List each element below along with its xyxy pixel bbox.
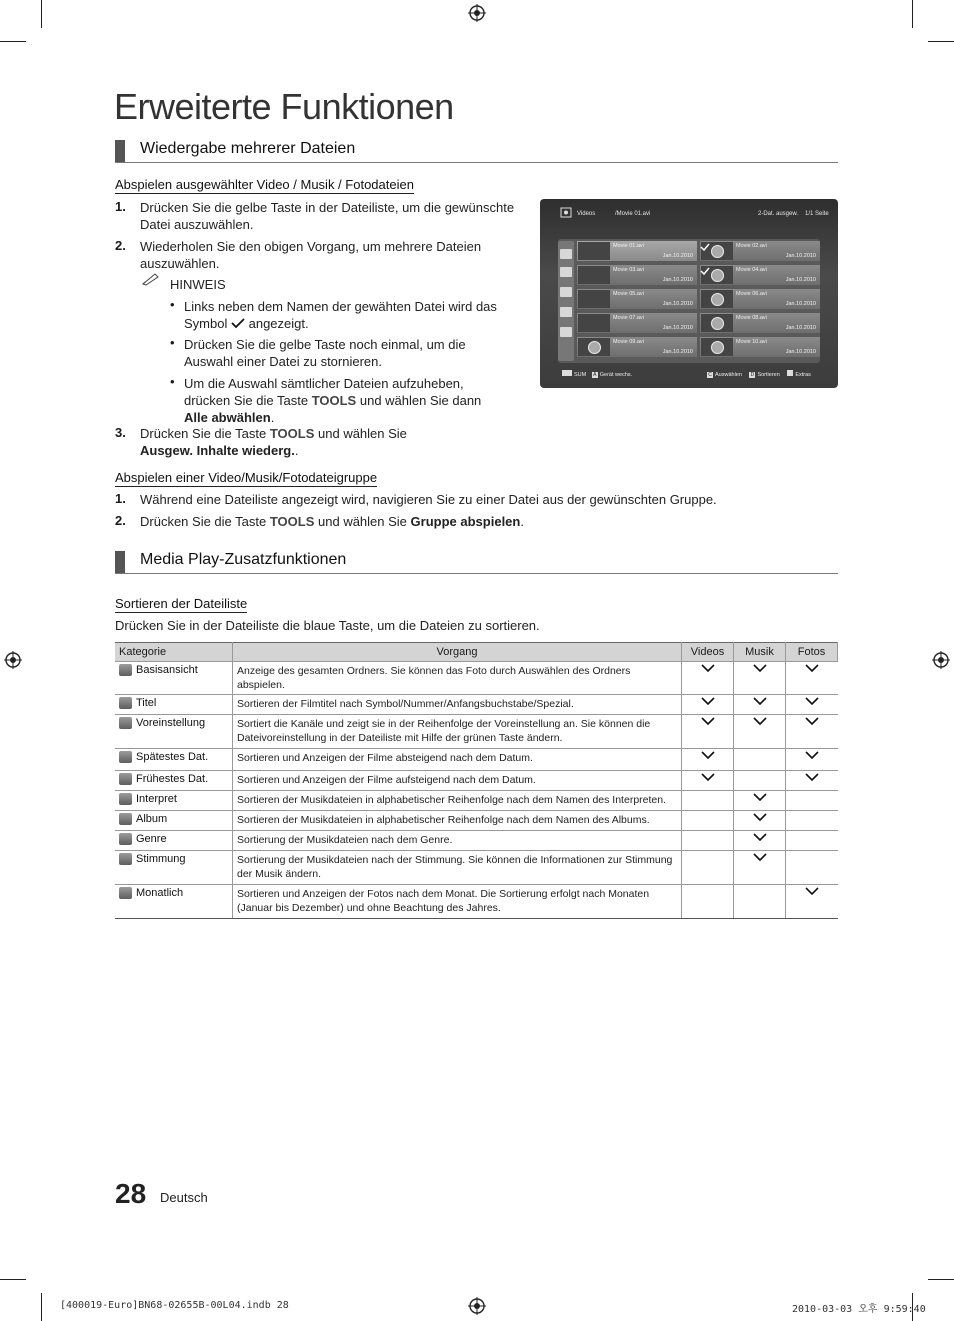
- file-item[interactable]: Movie 09.avi Jan.10.2010: [577, 337, 697, 357]
- table-row: [115, 851, 838, 885]
- support-cell: [734, 851, 786, 885]
- movie-thumbnail: [701, 338, 733, 356]
- support-cell: [786, 749, 838, 771]
- support-cell: [682, 831, 734, 851]
- folder-icon: [560, 249, 572, 259]
- sum-icon: [562, 370, 572, 376]
- table-row: [115, 695, 838, 715]
- language-label: Deutsch: [160, 1190, 208, 1205]
- description-cell: Sortieren der Musikdateien in alphabetischer Reihenfolge nach dem Namen des Interpreten.: [233, 791, 682, 811]
- category-cell: [115, 662, 233, 695]
- category-label: Basisansicht: [136, 664, 198, 676]
- support-cell: [734, 662, 786, 695]
- movie-thumbnail: [578, 290, 610, 308]
- description-cell: Sortieren der Filmtitel nach Symbol/Nummer/Anfangsbuchstabe/Spezial.: [233, 695, 682, 715]
- category-icon: [119, 793, 132, 805]
- star-icon: [560, 327, 572, 337]
- support-cell: [786, 831, 838, 851]
- section-title: Wiedergabe mehrerer Dateien: [140, 140, 356, 157]
- file-item[interactable]: Movie 08.avi Jan.10.2010: [700, 313, 820, 333]
- tv-bottom-right: C Auswählen D Sortieren Extras: [708, 372, 811, 378]
- check-icon: [753, 813, 767, 822]
- category-label: Frühestes Dat.: [136, 773, 209, 785]
- support-cell: [786, 715, 838, 749]
- support-cell: [682, 715, 734, 749]
- table-header-row: [115, 643, 838, 662]
- category-label: Monatlich: [136, 887, 184, 899]
- step-number: 1.: [115, 199, 126, 214]
- support-cell: [682, 662, 734, 695]
- category-cell: [115, 885, 233, 919]
- file-item[interactable]: Movie 10.avi Jan.10.2010: [700, 337, 820, 357]
- check-icon: [753, 664, 767, 673]
- step-text: Während eine Dateiliste angezeigt wird, navigieren Sie zu einer Datei aus der gewünschten Gruppe.: [140, 492, 717, 507]
- step-text: Drücken Sie die Taste TOOLS und wählen Sie Ausgew. Inhalte wiederg..: [140, 426, 407, 458]
- support-cell: [734, 885, 786, 919]
- table-body: [115, 662, 838, 919]
- check-icon: [805, 664, 819, 673]
- calendar-icon: [560, 307, 572, 317]
- category-icon: [119, 697, 132, 709]
- step-text: Drücken Sie die Taste TOOLS und wählen Sie Gruppe abspielen.: [140, 514, 524, 529]
- step-number: 2.: [115, 238, 126, 253]
- step-number: 1.: [115, 491, 126, 506]
- tv-file-list-screenshot: [540, 199, 838, 388]
- column-header: Fotos: [786, 643, 838, 662]
- intro-text: Drücken Sie in der Dateiliste die blaue Taste, um die Dateien zu sortieren.: [115, 618, 540, 633]
- category-cell: [115, 851, 233, 885]
- print-timestamp: 2010-03-03 오후 9:59:40: [792, 1304, 926, 1315]
- table-row: [115, 791, 838, 811]
- table-row: [115, 811, 838, 831]
- page-title: Erweiterte Funktionen: [114, 86, 454, 127]
- table-row: [115, 662, 838, 695]
- calendar-icon: [560, 287, 572, 297]
- description-cell: Sortierung der Musikdateien nach dem Genre.: [233, 831, 682, 851]
- category-label: Album: [136, 813, 168, 825]
- support-cell: [734, 831, 786, 851]
- file-item[interactable]: Movie 04.avi Jan.10.2010: [700, 265, 820, 285]
- category-label: Genre: [136, 833, 167, 845]
- table-row: [115, 831, 838, 851]
- movie-thumbnail: [578, 338, 610, 356]
- subsection-title: Abspielen einer Video/Musik/Fotodateigruppe: [115, 470, 378, 485]
- file-item[interactable]: Movie 02.avi Jan.10.2010: [700, 241, 820, 261]
- category-icon: [119, 853, 132, 865]
- registration-mark-icon: [468, 1297, 486, 1315]
- category-label: Interpret: [136, 793, 177, 805]
- film-reel-icon: [711, 269, 724, 282]
- support-cell: [734, 771, 786, 791]
- description-cell: Anzeige des gesamten Ordners. Sie können das Foto durch Auswählen des Ordners abspielen.: [233, 662, 682, 695]
- category-cell: [115, 771, 233, 791]
- title-icon: [560, 267, 572, 277]
- bullet-icon: •: [170, 297, 175, 312]
- film-reel-icon: [711, 293, 724, 306]
- support-cell: [786, 662, 838, 695]
- check-icon: [753, 793, 767, 802]
- table-row: [115, 715, 838, 749]
- page-number: 28: [115, 1178, 147, 1209]
- registration-mark-icon: [4, 651, 22, 669]
- note-label: HINWEIS: [170, 277, 226, 292]
- support-cell: [786, 851, 838, 885]
- bullet-icon: •: [170, 335, 175, 350]
- support-cell: [734, 749, 786, 771]
- bullet-text: Links neben dem Namen der gewähten Datei wird das Symbol angezeigt.: [184, 299, 497, 331]
- support-cell: [734, 695, 786, 715]
- check-icon: [701, 751, 715, 760]
- crop-mark: [928, 41, 954, 42]
- check-icon: [753, 833, 767, 842]
- description-cell: Sortieren und Anzeigen der Filme absteigend nach dem Datum.: [233, 749, 682, 771]
- film-reel-icon: [711, 317, 724, 330]
- description-cell: Sortierung der Musikdateien nach der Stimmung. Sie können die Informationen zur Stimmung der Musik ändern.: [233, 851, 682, 885]
- step-text: Wiederholen Sie den obigen Vorgang, um mehrere Dateien auszuwählen.: [140, 239, 482, 271]
- tv-page: 1/1 Seite: [805, 211, 829, 217]
- category-icon: [119, 773, 132, 785]
- bullet-icon: •: [170, 374, 175, 389]
- tv-bottom-left: SUM A Gerät wechs.: [562, 370, 632, 378]
- category-cell: [115, 715, 233, 749]
- selected-check-icon: [700, 267, 710, 275]
- table-row: [115, 771, 838, 791]
- file-item[interactable]: Movie 03.avi Jan.10.2010: [577, 265, 697, 285]
- support-cell: [786, 885, 838, 919]
- crop-mark: [928, 1279, 954, 1280]
- movie-thumbnail: [578, 266, 610, 284]
- category-label: Stimmung: [136, 853, 186, 865]
- file-info: [400019-Euro]BN68-02655B-00L04.indb 28: [60, 1300, 289, 1311]
- tv-status: 2-Dat. ausgew.: [758, 211, 799, 217]
- subsection-title: Sortieren der Dateiliste: [115, 596, 248, 611]
- support-cell: [682, 811, 734, 831]
- sort-sidebar: [558, 241, 574, 361]
- check-icon: [701, 697, 715, 706]
- column-header: Kategorie: [115, 643, 233, 662]
- check-icon: [753, 717, 767, 726]
- tv-path: /Movie 01.avi: [615, 211, 651, 217]
- registration-mark-icon: [468, 4, 486, 22]
- support-cell: [734, 791, 786, 811]
- crop-mark: [41, 0, 42, 28]
- section-bar: [115, 551, 125, 573]
- section-heading: [115, 551, 838, 574]
- support-cell: [682, 851, 734, 885]
- support-cell: [786, 791, 838, 811]
- support-cell: [734, 811, 786, 831]
- support-cell: [682, 771, 734, 791]
- support-cell: [682, 749, 734, 771]
- check-icon: [701, 664, 715, 673]
- description-cell: Sortieren und Anzeigen der Fotos nach dem Monat. Die Sortierung erfolgt nach Monaten (Januar bis Dezember) und ohne Beachtung des Jahres.: [233, 885, 682, 919]
- category-cell: [115, 791, 233, 811]
- category-icon: [119, 887, 132, 899]
- category-label: Titel: [136, 697, 157, 709]
- movie-thumbnail: [578, 242, 610, 260]
- support-cell: [682, 885, 734, 919]
- movie-thumbnail: [701, 290, 733, 308]
- support-cell: [786, 771, 838, 791]
- category-label: Spätestes Dat.: [136, 751, 209, 763]
- category-cell: [115, 695, 233, 715]
- category-icon: [119, 717, 132, 729]
- crop-mark: [912, 0, 913, 28]
- description-cell: Sortieren und Anzeigen der Filme aufsteigend nach dem Datum.: [233, 771, 682, 791]
- crop-mark: [41, 1293, 42, 1321]
- column-header: Videos: [682, 643, 734, 662]
- support-cell: [786, 695, 838, 715]
- description-cell: Sortiert die Kanäle und zeigt sie in der Reihenfolge der Voreinstellung an. Sie können die Dateivoreinstellung in der Dateiliste mit Hilfe der grünen Taste ändern.: [233, 715, 682, 749]
- support-cell: [682, 695, 734, 715]
- step-number: 2.: [115, 513, 126, 528]
- section-heading: [115, 140, 838, 163]
- file-item[interactable]: Movie 01.avi Jan.10.2010: [577, 241, 697, 261]
- category-icon: [119, 751, 132, 763]
- check-icon: [753, 697, 767, 706]
- crop-mark: [0, 1279, 26, 1280]
- subsection-title: Abspielen ausgewählter Video / Musik / Fotodateien: [115, 177, 414, 192]
- sort-table: [115, 642, 838, 919]
- support-cell: [734, 715, 786, 749]
- video-icon: [560, 207, 572, 218]
- file-item[interactable]: Movie 07.avi Jan.10.2010: [577, 313, 697, 333]
- check-icon: [753, 853, 767, 862]
- check-icon: [805, 773, 819, 782]
- step-text: Drücken Sie die gelbe Taste in der Dateiliste, um die gewünschte Datei auszuwählen.: [140, 200, 515, 232]
- selected-check-icon: [700, 243, 710, 251]
- column-header: Vorgang: [233, 643, 682, 662]
- pencil-note-icon: [141, 272, 161, 286]
- category-cell: [115, 749, 233, 771]
- crop-mark: [0, 41, 26, 42]
- film-reel-icon: [711, 245, 724, 258]
- movie-thumbnail: [701, 314, 733, 332]
- tv-title: Videos: [577, 211, 596, 217]
- category-icon: [119, 664, 132, 676]
- film-reel-icon: [588, 341, 601, 354]
- column-header: Musik: [734, 643, 786, 662]
- section-title: Media Play-Zusatzfunktionen: [140, 551, 347, 568]
- table-row: [115, 885, 838, 919]
- support-cell: [786, 811, 838, 831]
- movie-thumbnail: [578, 314, 610, 332]
- bullet-text: Drücken Sie die gelbe Taste noch einmal, um die Auswahl einer Datei zu stornieren.: [184, 337, 466, 369]
- file-item[interactable]: Movie 06.avi Jan.10.2010: [700, 289, 820, 309]
- check-icon: [805, 717, 819, 726]
- table-row: [115, 749, 838, 771]
- category-label: Voreinstellung: [136, 717, 206, 729]
- check-icon: [701, 717, 715, 726]
- support-cell: [682, 791, 734, 811]
- check-icon: [805, 887, 819, 896]
- category-icon: [119, 813, 132, 825]
- section-bar: [115, 140, 125, 162]
- check-icon: [805, 751, 819, 760]
- registration-mark-icon: [932, 651, 950, 669]
- category-icon: [119, 833, 132, 845]
- step-number: 3.: [115, 425, 126, 440]
- check-icon: [701, 773, 715, 782]
- bullet-text: Um die Auswahl sämtlicher Dateien aufzuheben, drücken Sie die Taste TOOLS und wählen Sie dann Alle abwählen.: [184, 376, 482, 425]
- checkmark-icon: [231, 318, 245, 329]
- film-reel-icon: [711, 341, 724, 354]
- category-cell: [115, 811, 233, 831]
- file-item[interactable]: Movie 05.avi Jan.10.2010: [577, 289, 697, 309]
- category-cell: [115, 831, 233, 851]
- tools-icon: [787, 370, 793, 376]
- description-cell: Sortieren der Musikdateien in alphabetischer Reihenfolge nach dem Namen des Albums.: [233, 811, 682, 831]
- check-icon: [805, 697, 819, 706]
